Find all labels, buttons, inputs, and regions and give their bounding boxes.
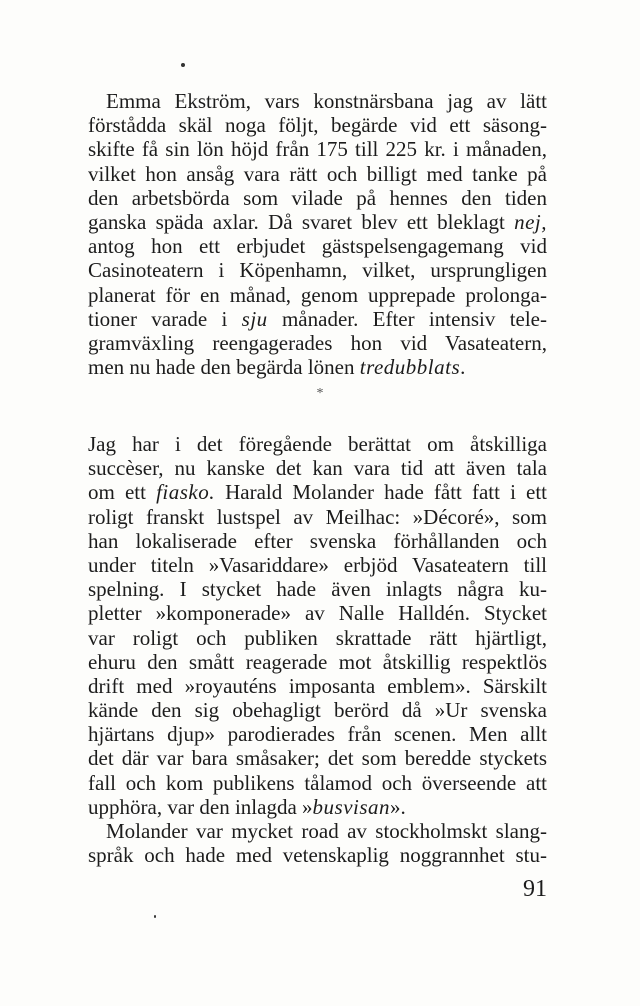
text-line: Casinoteatern i Köpenhamn, vilket, ursprungligen — [88, 258, 547, 283]
text-line: vilket hon ansåg vara rätt och billigt med tanke på — [88, 161, 547, 186]
text-line: under titeln »Vasariddare» erbjöd Vasateatern till — [88, 552, 547, 577]
italic-word: sju — [241, 306, 268, 331]
text-line: succèser, nu kanske det kan vara tid att även tala — [88, 456, 547, 481]
text-line — [88, 480, 547, 504]
text-line: fall och kom publikens tålamod och överseende att — [88, 770, 547, 795]
text-line: förstådda skäl noga följt, begärde vid ett säsong- — [88, 113, 547, 138]
text-line: Molander var mycket road av stockholmskt slang- — [106, 819, 547, 843]
text-fragment: » — [302, 794, 313, 819]
paragraph-2 — [88, 432, 547, 819]
text-line: drift med »royauténs imposanta emblem». Särskilt — [88, 673, 547, 698]
text-fragment: månader. Efter intensiv tele- — [267, 306, 547, 331]
italic-word: tredubblats — [359, 355, 461, 380]
text-line: gramväxling reengagerades hon vid Vasateatern, — [88, 330, 547, 355]
text-line: antog hon ett erbjudet gästspelsengagemang vid — [88, 234, 547, 259]
text-line: Emma Ekström, vars konstnärsbana jag av lätt — [106, 89, 547, 113]
text-line: var roligt och publiken skrattade rätt hjärtligt, — [88, 625, 547, 650]
text-line: Jag har i det föregående berättat om åtskilliga — [88, 432, 547, 456]
text-fragment: Harald Molander hade fått fatt i ett — [215, 480, 548, 505]
text-line: han lokaliserade efter svenska förhållanden och — [88, 528, 547, 553]
italic-word: fiasko. — [156, 480, 215, 505]
text-line: ehuru den smått reagerade mot åtskillig respektlös — [88, 649, 547, 674]
italic-word: nej, — [514, 209, 547, 234]
text-fragment: tioner varade i — [88, 306, 228, 331]
text-line: roligt franskt lustspel av Meilhac: »Décoré», som — [88, 504, 547, 529]
text-line — [88, 307, 547, 331]
text-line — [88, 355, 547, 379]
text-line: det där var bara småsaker; det som beredde styckets — [88, 746, 547, 771]
text-fragment: om ett — [88, 480, 146, 505]
text-line: kände den sig obehagligt berörd då »Ur svenska — [88, 698, 547, 723]
printing-speck — [154, 915, 156, 918]
text-line: skifte få sin lön höjd från 175 till 225 kr. i månaden, — [88, 137, 547, 162]
text-fragment: men nu hade den begärda lönen — [88, 355, 355, 380]
text-line: språk och hade med vetenskaplig noggrannhet stu- — [88, 843, 547, 868]
text-line: planerat för en månad, genom upprepade prolonga- — [88, 282, 547, 307]
text-line — [88, 795, 547, 819]
text-fragment: ». — [390, 794, 406, 819]
text-line: hjärtans djup» parodierades från scenen. Men allt — [88, 722, 547, 747]
printing-speck — [181, 63, 185, 67]
paragraph-1 — [88, 89, 547, 379]
paragraph-3 — [88, 819, 547, 867]
italic-word: busvisan — [312, 794, 391, 819]
text-line: spelning. I stycket hade även inlagts några ku- — [88, 577, 547, 602]
text-fragment: upphöra, var den inlagda — [88, 794, 297, 819]
text-line: den arbetsbörda som vilade på hennes den tiden — [88, 185, 547, 210]
text-line — [88, 210, 547, 234]
page-number: 91 — [523, 876, 547, 902]
text-line: pletter »komponerade» av Nalle Halldén. Stycket — [88, 601, 547, 626]
section-separator: * — [316, 386, 324, 401]
text-fragment: ganska späda axlar. Då svaret blev ett bleklagt — [88, 209, 505, 234]
text-fragment: . — [460, 355, 466, 380]
